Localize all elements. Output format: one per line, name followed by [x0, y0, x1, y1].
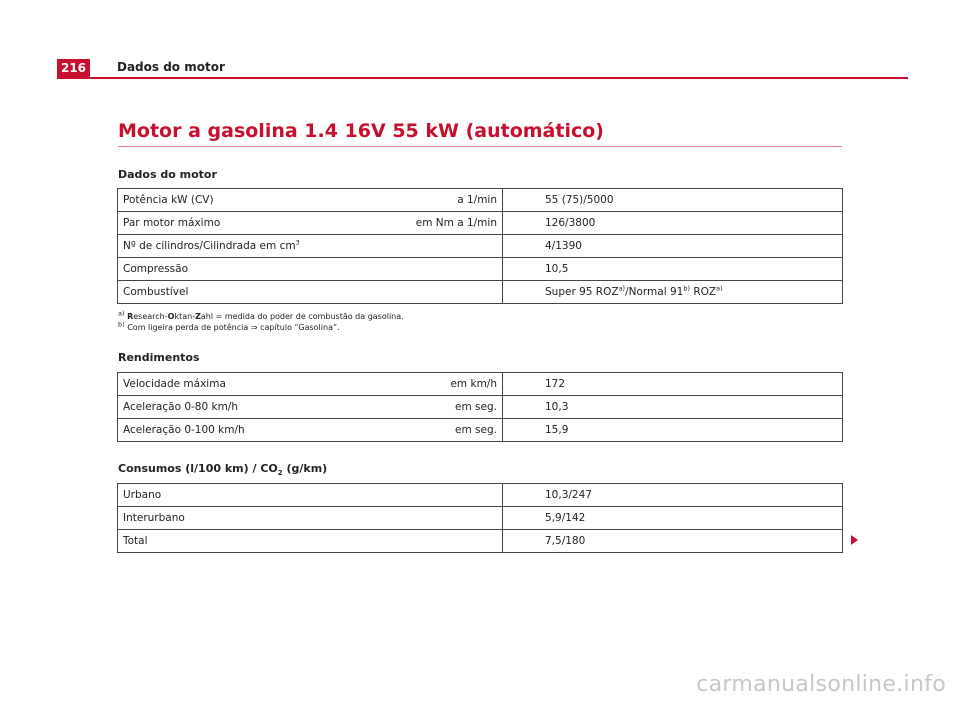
row-label: Compressão: [123, 263, 188, 275]
page-number: 216: [57, 59, 90, 77]
row-label: Aceleração 0-80 km/h: [123, 401, 238, 413]
row-label: Combustível: [123, 286, 189, 298]
footnote-a: $^{a)}$ Research-Oktan-Zahl = medida do poder de combustão da gasolina.: [118, 309, 404, 321]
row-label: Total: [123, 535, 148, 547]
row-unit: em km/h: [450, 378, 497, 390]
row-unit: a 1/min: [457, 194, 497, 206]
section-heading-engine: Dados do motor: [118, 168, 217, 181]
row-label: Interurbano: [123, 512, 185, 524]
row-value: 10,3: [503, 396, 843, 419]
row-label: Nº de cilindros/Cilindrada em $cm^3$: [123, 238, 300, 252]
section-heading-consumption: Consumos (l/100 $km) / CO_2$ (g/km): [118, 462, 328, 478]
watermark: carmanualsonline.info: [696, 672, 946, 697]
table-row: [118, 258, 843, 281]
row-label: Potência kW (CV): [123, 194, 214, 206]
row-unit: em seg.: [455, 401, 497, 413]
footnotes: [118, 311, 404, 333]
table-row: [118, 235, 843, 258]
running-title: Dados do motor: [117, 60, 225, 74]
row-value: 10,5: [503, 258, 843, 281]
section-heading-performance: Rendimentos: [118, 351, 200, 364]
table-row: [118, 396, 843, 419]
row-label: Velocidade máxima: [123, 378, 226, 390]
engine-data-table: [117, 188, 843, 304]
row-value: 4/1390: [503, 235, 843, 258]
page-header: [57, 59, 908, 79]
row-value: Super 95 ROZ$^{a)}$/Normal 91$^{b)}$ ROZ$^{a)}$: [503, 281, 843, 304]
consumption-table: [117, 483, 843, 553]
table-row: [118, 189, 843, 212]
table-row: [118, 212, 843, 235]
table-row: [118, 281, 843, 304]
row-value: 55 (75)/5000: [503, 189, 843, 212]
row-value: 7,5/180: [503, 530, 843, 553]
row-value: 126/3800: [503, 212, 843, 235]
table-row: [118, 507, 843, 530]
table-row: [118, 419, 843, 442]
performance-table: [117, 372, 843, 442]
continue-arrow-icon: [851, 535, 858, 545]
row-value: 172: [503, 373, 843, 396]
row-value: 10,3/247: [503, 484, 843, 507]
table-row: [118, 484, 843, 507]
row-label: Urbano: [123, 489, 162, 501]
page-title: Motor a gasolina 1.4 16V 55 kW (automático): [118, 120, 842, 147]
row-unit: em Nm a 1/min: [415, 217, 497, 229]
table-row: [118, 530, 843, 553]
row-value: 5,9/142: [503, 507, 843, 530]
row-unit: em seg.: [455, 424, 497, 436]
table-row: [118, 373, 843, 396]
row-label: Par motor máximo: [123, 217, 221, 229]
footnote-b: $^{b)}$ Com ligeira perda de potência ⇒ capítulo “Gasolina”.: [118, 320, 340, 332]
row-label: Aceleração 0-100 km/h: [123, 424, 245, 436]
row-value: 15,9: [503, 419, 843, 442]
